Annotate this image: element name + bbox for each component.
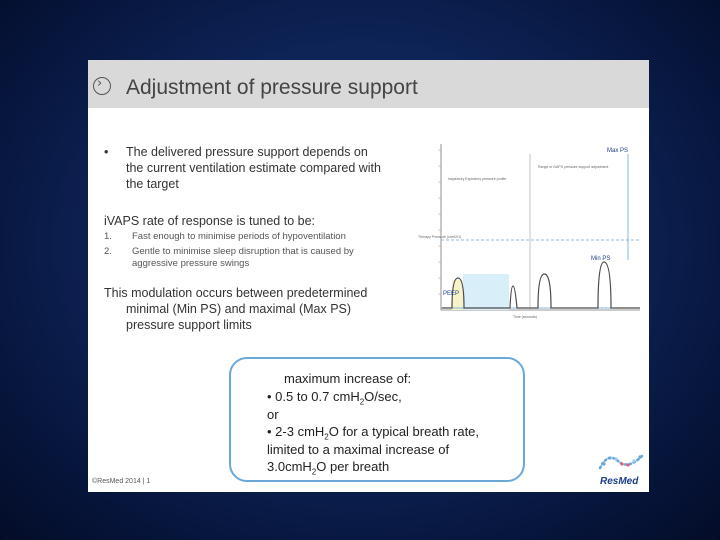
modulation-line: pressure support limits <box>126 318 252 332</box>
callout-line: 3.0cmH$_2$O per breath <box>267 459 390 477</box>
title-bar <box>88 60 649 108</box>
slide <box>88 60 649 492</box>
x-axis-label: Time (seconds) <box>513 315 537 319</box>
ivaps-heading: iVAPS rate of response is tuned to be: <box>104 214 316 228</box>
peep-label: PEEP <box>443 291 460 297</box>
list-item-text: Fast enough to minimise periods of hypoventilation <box>132 231 346 242</box>
callout-line: or <box>267 407 279 422</box>
min-ps-label: Min PS <box>591 256 611 262</box>
resmed-logo-icon <box>596 448 648 474</box>
pressure-profile-diagram <box>418 140 643 330</box>
range-label: Range of iVAPS pressure support adjustment <box>538 165 609 169</box>
modulation-line: This modulation occurs between predetermined <box>104 286 368 300</box>
list-item-number: 1. <box>104 231 112 242</box>
brand-name: ResMed <box>600 476 639 487</box>
modulation-text <box>104 285 394 333</box>
max-ps-label: Max PS <box>607 148 629 154</box>
list-item-text: Gentle to minimise sleep disruption that is caused by aggressive pressure swings <box>132 246 354 269</box>
chevron-right-icon: › <box>93 77 111 95</box>
inspiratory-label: Inspiratory Expiratory pressure profile <box>448 177 507 181</box>
expiratory-shade <box>463 274 509 310</box>
modulation-line: minimal (Min PS) and maximal (Max PS) <box>126 302 352 316</box>
slide-title: Adjustment of pressure support <box>126 76 418 99</box>
list-item-number: 2. <box>104 246 112 257</box>
bullet-text: The delivered pressure support depends on the current ventilation estimate compared with the target <box>126 145 381 191</box>
y-axis-label: Therapy Pressure (cmH2O) <box>418 235 461 239</box>
callout-line: limited to a maximal increase of <box>267 442 450 457</box>
bullet-icon: • <box>104 145 109 159</box>
y-ticks <box>438 150 441 294</box>
callout-line: • 2-3 cmH$_2$O for a typical breath rate, <box>267 424 480 442</box>
callout-line: maximum increase of: <box>284 371 412 386</box>
callout-box <box>229 357 525 482</box>
footer-copyright: ©ResMed 2014 | 1 <box>92 478 151 485</box>
callout-line: • 0.5 to 0.7 cmH$_2$O/sec, <box>267 389 402 407</box>
